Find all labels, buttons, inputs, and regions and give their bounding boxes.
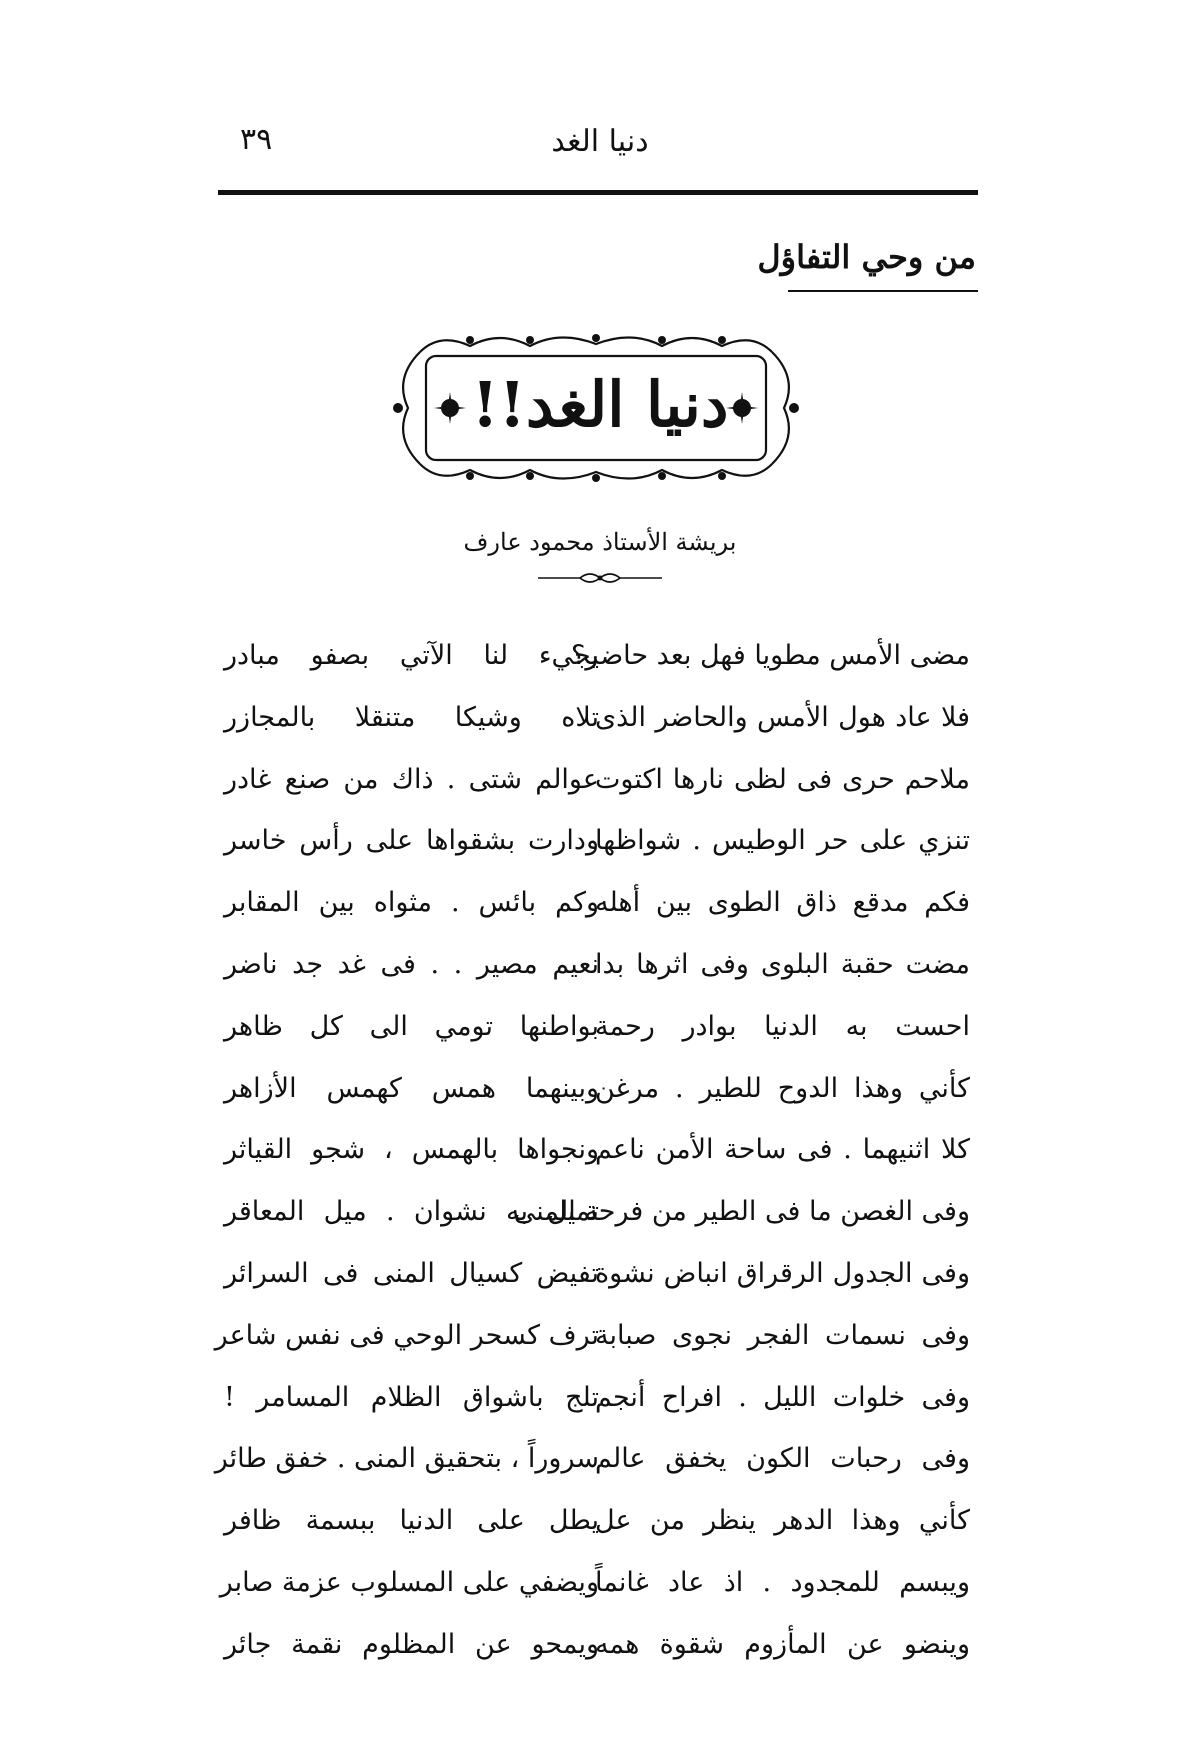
verse-line: ويبسم للمجدود . اذ عاد غانماً — [595, 1566, 970, 1598]
verse-line: وفى رحبات الكون يخفق عالم — [595, 1443, 970, 1475]
verse-line: يطل على الدنيا ببسمة ظافر — [224, 1505, 599, 1537]
verse-line: تميل به نشوان . ميل المعاقر — [224, 1196, 599, 1228]
verse-line: مضت حقبة البلوى وفى اثرها بدا — [595, 948, 970, 980]
verse-line: كأني وهذا الدهر ينظر من عل — [595, 1505, 970, 1537]
page-number: ٣٩ — [240, 122, 273, 157]
verse-line: وفى الجدول الرقراق انباض نشوة — [595, 1257, 970, 1289]
verse-line: ملاحم حرى فى لظى نارها اكتوت — [595, 763, 970, 795]
verse-line: تلاه وشيكا متنقلا بالمجازر — [224, 701, 599, 733]
verse-line: بواطنها تومي الى كل ظاهر — [224, 1010, 599, 1042]
verse-line: ويمحو عن المظلوم نقمة جائر — [224, 1628, 599, 1660]
verse-line: فكم مدقع ذاق الطوى بين أهله — [595, 887, 970, 919]
article-title: دنيا الغد!! — [471, 368, 729, 441]
section-label: من وحي التفاؤل — [757, 238, 976, 276]
header-rule — [218, 190, 978, 195]
verse-line: ترف كسحر الوحي فى نفس شاعر — [214, 1319, 599, 1351]
verse-line: يجيء لنا الآتي بصفو مبادر — [224, 640, 599, 671]
verse-line: فلا عاد هول الأمس والحاضر الذى — [595, 701, 970, 733]
verse-line: ويضفي على المسلوب عزمة صابر — [219, 1566, 599, 1598]
verse-line: وينضو عن المأزوم شقوة همه — [595, 1628, 970, 1660]
verse-line: كأني وهذا الدوح للطير . مرغن — [595, 1072, 970, 1104]
verse-line: وفى نسمات الفجر نجوى صبابة — [595, 1319, 970, 1351]
section-underline — [788, 290, 978, 292]
poem-column-right — [513, 625, 970, 1676]
verse-line: عوالم شتى . ذاك من صنع غادر — [224, 763, 599, 795]
verse-line: وفى الغصن ما فى الطير من فرحة المنى — [513, 1196, 970, 1228]
verse-line: وبينهما همس كهمس الأزاهر — [224, 1072, 599, 1104]
verse-line: احست به الدنيا بوادر رحمة — [595, 1010, 970, 1042]
byline: بريشة الأستاذ محمود عارف — [463, 528, 737, 556]
verse-line: وكم بائس . مثواه بين المقابر — [224, 887, 599, 919]
verse-line: تنزي على حر الوطيس . شواظها — [595, 825, 970, 857]
verse-line: ودارت بشقواها على رأس خاسر — [224, 825, 599, 857]
verse-line: ونجواها بالهمس ، شجو القياثر — [224, 1134, 599, 1166]
verse-line: سروراً ، بتحقيق المنى . خفق طائر — [214, 1443, 599, 1475]
divider-ornament — [536, 570, 664, 586]
verse-line: وفى خلوات الليل . افراح أنجم — [595, 1381, 970, 1413]
verse-line: كلا اثنيهما . فى ساحة الأمن ناعم — [595, 1134, 970, 1166]
verse-line: تفيض كسيال المنى فى السرائر — [224, 1257, 599, 1289]
verse-line: مضى الأمس مطويا فهل بعد حاضر؟ — [571, 640, 970, 671]
verse-line: نعيم مصير . . فى غد جد ناضر — [224, 948, 599, 980]
verse-line: تلج باشواق الظلام المسامر ! — [224, 1381, 599, 1413]
running-title: دنيا الغد — [551, 124, 649, 159]
poem-column-left — [214, 625, 599, 1676]
